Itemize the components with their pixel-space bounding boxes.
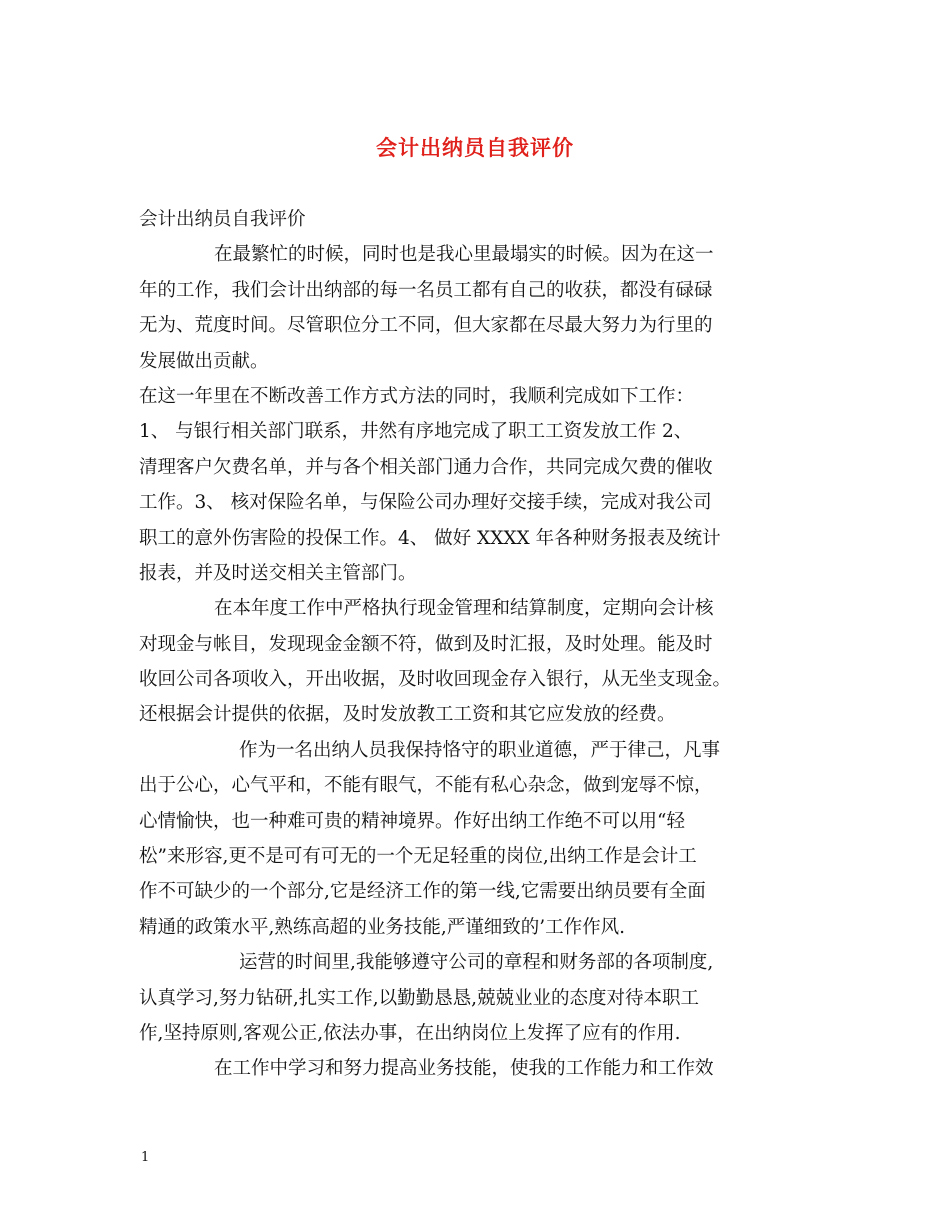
- body-line: 作不可缺少的一个部分,它是经济工作的第一线,它需要出纳员要有全面: [139, 881, 706, 903]
- body-line: 作为一名出纳人员我保持恪守的职业道德，严于律己，凡事: [239, 739, 721, 761]
- body-line: 运营的时间里,我能够遵守公司的章程和财务部的各项制度,: [239, 952, 714, 974]
- body-line: 1、 与银行相关部门联系，井然有序地完成了职工工资发放工作 2、: [139, 421, 693, 443]
- body-line: 无为、荒度时间。尽管职位分工不同，但大家都在尽最大努力为行里的: [139, 315, 713, 337]
- body-line: 在本年度工作中严格执行现金管理和结算制度，定期向会计核: [214, 598, 714, 620]
- body-line: 职工的意外伤害险的投保工作。4、 做好 XXXX 年各种财务报表及统计: [139, 527, 721, 549]
- body-line: 在这一年里在不断改善工作方式方法的同时，我顺利完成如下工作：: [139, 385, 695, 407]
- body-line: 收回公司各项收入，开出收据，及时收回现金存入银行，从无坐支现金。: [139, 669, 732, 691]
- body-line: 报表，并及时送交相关主管部门。: [139, 562, 417, 584]
- body-line: 作,坚持原则,客观公正,依法办事，在出纳岗位上发挥了应有的作用.: [139, 1022, 681, 1044]
- page-number: 1: [141, 1150, 150, 1165]
- body-line: 认真学习,努力钻研,扎实工作,以勤勤恳恳,兢兢业业的态度对待本职工: [139, 987, 700, 1009]
- document-title: 会计出纳员自我评价: [376, 135, 574, 160]
- body-line: 心情愉快，也一种难可贵的精神境界。作好出纳工作绝不可以用“轻: [139, 810, 685, 832]
- body-line: 在工作中学习和努力提高业务技能，使我的工作能力和工作效: [214, 1058, 714, 1080]
- body-line: 精通的政策水平,熟练高超的业务技能,严谨细致的’工作作风.: [139, 916, 626, 938]
- body-line: 对现金与帐目，发现现金金额不符，做到及时汇报，及时处理。能及时: [139, 633, 713, 655]
- body-heading: 会计出纳员自我评价: [139, 209, 306, 230]
- body-line: 工作。3、 核对保险名单，与保险公司办理好交接手续，完成对我公司: [139, 492, 712, 514]
- body-line: 发展做出贡献。: [139, 350, 269, 372]
- body-line: 在最繁忙的时候，同时也是我心里最塌实的时候。因为在这一: [214, 244, 714, 266]
- body-line: 松”来形容,更不是可有可无的一个无足轻重的岗位,出纳工作是会计工: [139, 846, 697, 868]
- body-line: 清理客户欠费名单，并与各个相关部门通力合作，共同完成欠费的催收: [139, 456, 713, 478]
- body-line: 还根据会计提供的依据，及时发放教工工资和其它应发放的经费。: [139, 704, 676, 726]
- document-body: [139, 202, 819, 1087]
- body-line: 出于公心，心气平和，不能有眼气，不能有私心杂念，做到宠辱不惊，: [139, 775, 713, 797]
- body-line: 年的工作，我们会计出纳部的每一名员工都有自己的收获，都没有碌碌: [139, 279, 713, 301]
